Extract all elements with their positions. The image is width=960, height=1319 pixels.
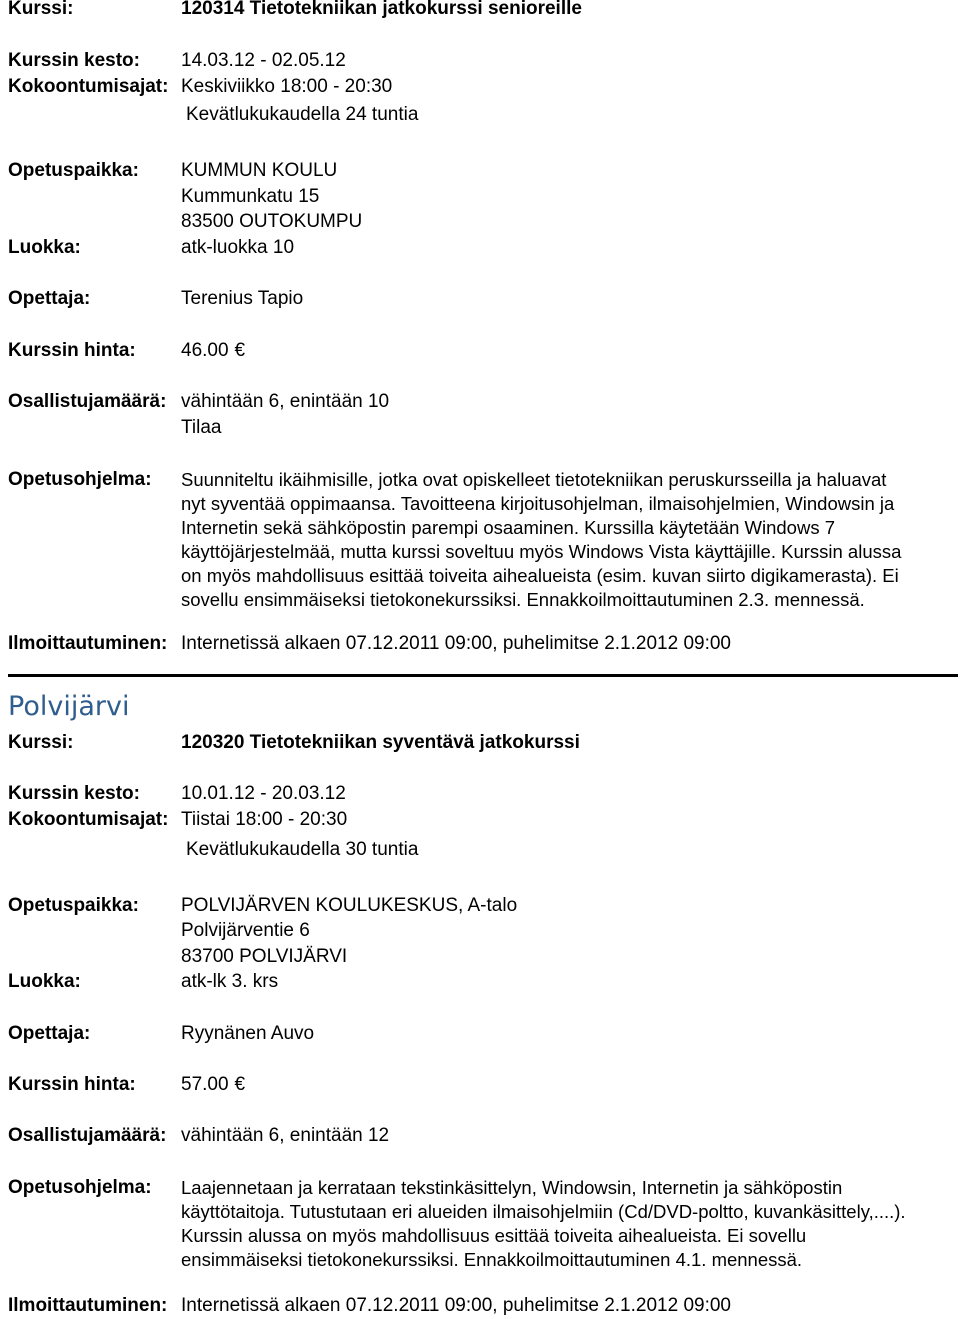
course1-opettaja-label: Opettaja: [8,288,91,309]
course1-osallistuja-value: vähintään 6, enintään 10 [181,391,390,412]
ohjelma-line: Suunniteltu ikäihmisille, jotka ovat opiskelleet tietotekniikan peruskursseilla ja haluavat [181,469,887,490]
course1-kokoontumis-value: Keskiviikko 18:00 - 20:30 [181,76,393,97]
course1-ohjelma-label: Opetusohjelma: [8,469,152,490]
ohjelma-line: on myös mahdollisuus esittää toiveita aihealueista (esim. kuvan siirto digikamerasta). Ei [181,565,899,586]
course1-paikka-line: Kummunkatu 15 [181,186,320,207]
course2-kesto-label: Kurssin kesto: [8,783,140,804]
ohjelma-line: Internetin sekä sähköpostin parempi osaaminen. Kurssilla käytetään Windows 7 [181,517,836,538]
course2-kesto-value: 10.01.12 - 20.03.12 [181,783,346,804]
course2-kokoontumis-value: Tiistai 18:00 - 20:30 [181,809,348,830]
course1-kurssi-label: Kurssi: [8,0,74,19]
course1-luokka-value: atk-luokka 10 [181,237,295,258]
euro-icon: € [234,340,246,361]
course2-paikka-line: 83700 POLVIJÄRVI [181,946,348,967]
course1-paikka-line: 83500 OUTOKUMPU [181,211,363,232]
course1-paikka-label: Opetuspaikka: [8,160,139,181]
course1-ilmo-value: Internetissä alkaen 07.12.2011 09:00, puhelimitse 2.1.2012 09:00 [181,633,731,654]
course1-tuntia: Kevätlukukaudella 24 tuntia [186,104,419,125]
course2-luokka-label: Luokka: [8,971,81,992]
ohjelma-line: käyttötaitoja. Tutustutaan eri alueiden ilmaisohjelmiin (Cd/DVD-poltto, kuvankäsittely,....). [181,1201,906,1222]
ohjelma-line: Laajennetaan ja kerrataan tekstinkäsittelyn, Windowsin, Internetin ja sähköpostin [181,1177,843,1198]
course1-title: 120314 Tietotekniikan jatkokurssi senioreille [181,0,582,19]
course2-price: 57.00 [181,1074,229,1095]
course1-luokka-label: Luokka: [8,237,81,258]
course2-kurssi-label: Kurssi: [8,732,74,753]
course1-price: 46.00 [181,340,229,361]
course2-ilmo-value: Internetissä alkaen 07.12.2011 09:00, puhelimitse 2.1.2012 09:00 [181,1295,731,1316]
course2-osallistuja-value: vähintään 6, enintään 12 [181,1125,390,1146]
ohjelma-line: käyttöjärjestelmää, mutta kurssi soveltuu myös Windows Vista käyttäjille. Kurssin alussa [181,541,902,562]
ohjelma-line: Kurssin alussa on myös mahdollisuus esittää toiveita aihealueista. Ei sovellu [181,1225,807,1246]
course1-osallistuja-label: Osallistujamäärä: [8,391,167,412]
course2-opettaja-value: Ryynänen Auvo [181,1023,315,1044]
ohjelma-line: sovellu ensimmäiseksi tietokonekurssiksi. Ennakkoilmoittautuminen 2.3. mennessä. [181,589,865,610]
course2-hinta-value [181,1074,245,1096]
course1-hinta-value [181,340,245,362]
course2-ohjelma-text [181,1176,906,1272]
course2-luokka-value: atk-lk 3. krs [181,971,279,992]
course2-hinta-label: Kurssin hinta: [8,1074,136,1095]
course1-paikka-line: KUMMUN KOULU [181,160,338,181]
section-title: Polvijärvi [8,691,130,722]
course1-ilmo-label: Ilmoittautuminen: [8,633,168,654]
course1-ohjelma-text [181,468,901,612]
course2-opettaja-label: Opettaja: [8,1023,91,1044]
ohjelma-line: ensimmäiseksi tietokonekurssiksi. Ennakkoilmoittautuminen 4.1. mennessä. [181,1249,803,1270]
course2-title: 120320 Tietotekniikan syventävä jatkokurssi [181,732,580,753]
course2-osallistuja-label: Osallistujamäärä: [8,1125,167,1146]
euro-icon: € [234,1074,246,1095]
ohjelma-line: nyt syventää oppimaansa. Tavoitteena kirjoitusohjelman, ilmaisohjelmien, Windowsin ja [181,493,895,514]
course2-paikka-line: POLVIJÄRVEN KOULUKESKUS, A-talo [181,895,518,916]
course2-paikka-line: Polvijärventie 6 [181,920,310,941]
course1-kokoontumis-label: Kokoontumisajat: [8,76,169,97]
course2-ohjelma-label: Opetusohjelma: [8,1177,152,1198]
course2-ilmo-label: Ilmoittautuminen: [8,1295,168,1316]
course1-hinta-label: Kurssin hinta: [8,340,136,361]
course2-paikka-label: Opetuspaikka: [8,895,139,916]
course1-kesto-label: Kurssin kesto: [8,50,140,71]
section-divider [8,674,958,677]
course2-tuntia: Kevätlukukaudella 30 tuntia [186,839,419,860]
course1-tilaa: Tilaa [181,417,222,438]
course2-kokoontumis-label: Kokoontumisajat: [8,809,169,830]
course1-kesto-value: 14.03.12 - 02.05.12 [181,50,346,71]
course1-opettaja-value: Terenius Tapio [181,288,304,309]
